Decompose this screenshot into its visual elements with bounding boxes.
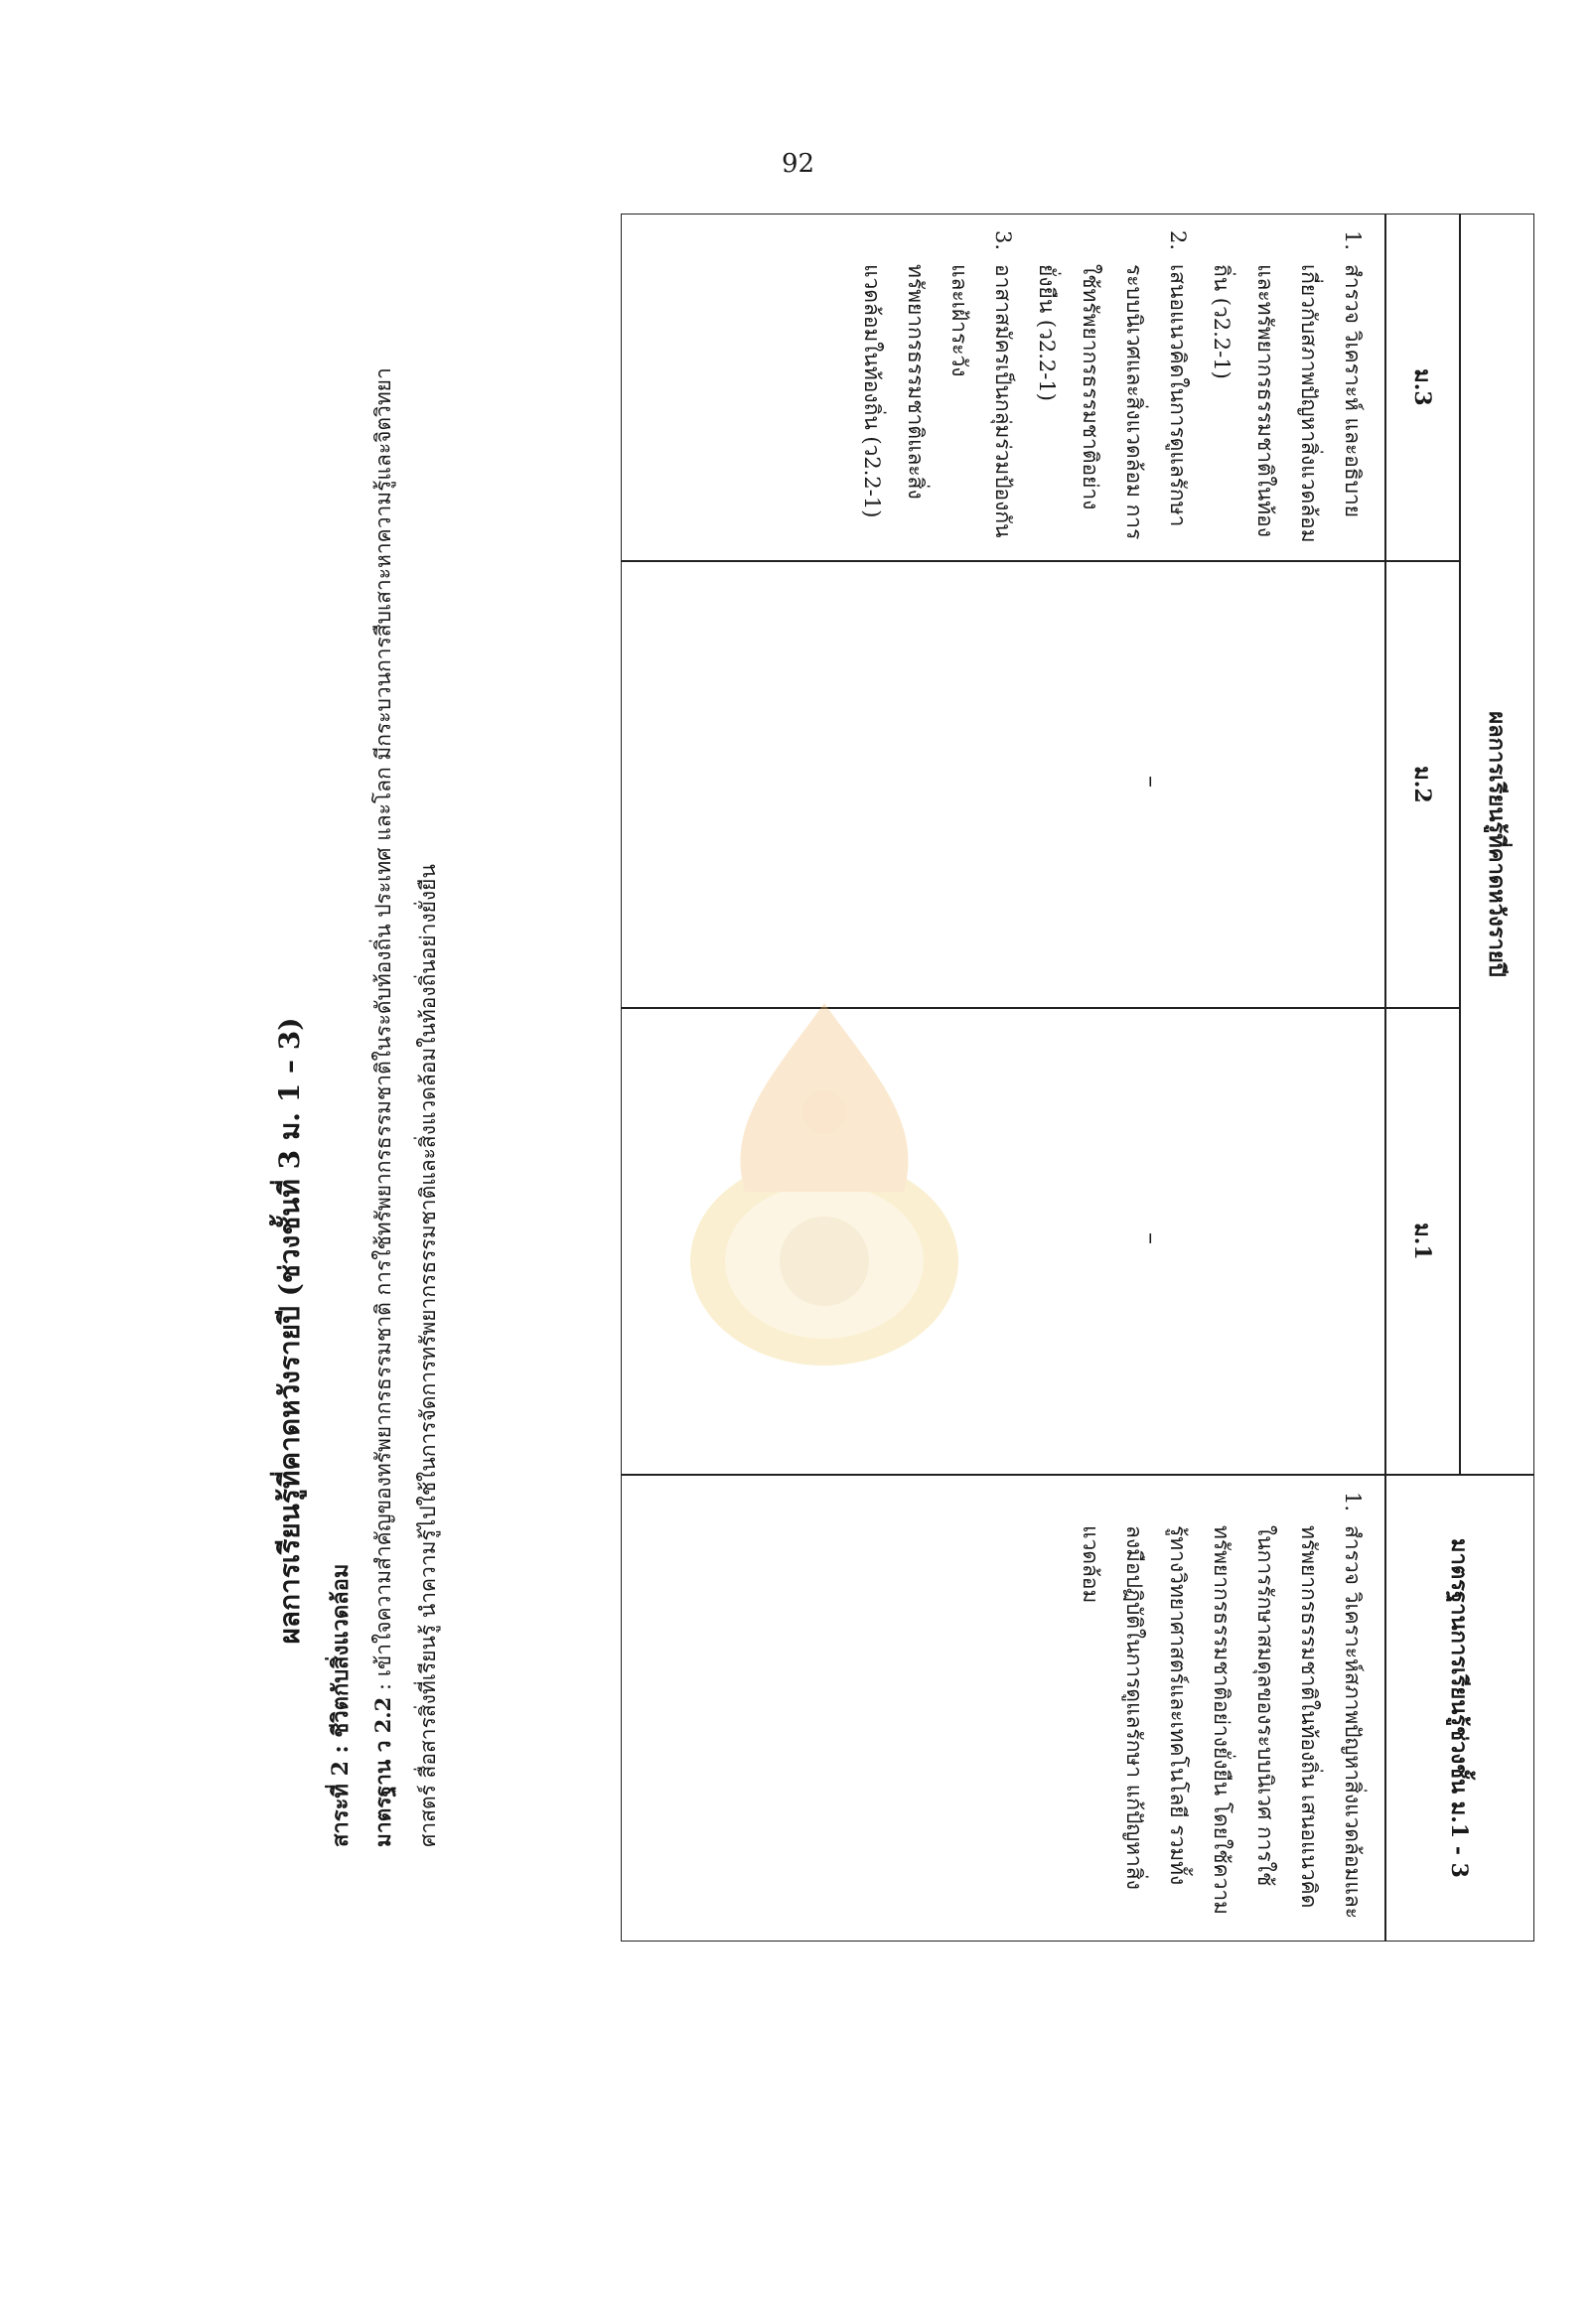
standard-text: : เข้าใจความสำคัญของทรัพยากรธรรมชาติ การใช้ทรัพยากรธรรมชาติในระดับท้องถิ่น ประเทศ และโลก มีกระบวนการสืบเสาะหาความรู้และจิตวิทยา: [371, 367, 395, 1691]
title-rotated: [268, 685, 312, 1867]
col-m2-header: ม.2: [1385, 561, 1460, 1008]
standard-item: [1069, 1492, 1375, 1925]
item-number: 1.: [1341, 230, 1365, 251]
page-title: ผลการเรียนรู้ที่คาดหวังรายปี (ช่วงชั้นที่ 3 ม. 1 – 3): [273, 1017, 306, 1645]
item-number: 2.: [1166, 230, 1190, 251]
col-m1-header: ม.1: [1385, 1008, 1460, 1475]
item-text: สำรวจ วิเคราะห์ และอธิบายเกี่ยวกับสภาพปัญหาสิ่งแวดล้อมและทรัพยากรธรรมชาติในท้องถิ่น (ว2.2-1): [1210, 264, 1365, 543]
standard-label: มาตรฐาน ว 2.2: [370, 1696, 395, 1847]
m3-cell: [621, 214, 1385, 561]
emblem-watermark: [675, 993, 973, 1370]
standard-rotated: [367, 367, 400, 1847]
m3-item: [850, 230, 1025, 544]
m3-item: [1200, 230, 1375, 544]
item-text: อาสาสมัครเป็นกลุ่มร่วมป้องกันและเฝ้าระวังทรัพยากรธรรมชาติและสิ่งแวดล้อมในท้องถิ่น (ว2.2-1): [860, 264, 1015, 538]
m2-cell: [621, 561, 1385, 1008]
standard-cont-rotated: [412, 864, 445, 1847]
strand-rotated: [323, 1564, 358, 1847]
col-m3-header: ม.3: [1385, 214, 1460, 561]
m2-value: –: [1138, 776, 1166, 788]
standard-text-cont: ศาสตร์ สื่อสารสิ่งที่เรียนรู้ นำความรู้ไปใช้ในการจัดการทรัพยากรธรรมชาติและสิ่งแวดล้อมในท้องถิ่นอย่างยั่งยืน: [416, 864, 440, 1847]
standard-cell: [621, 1475, 1385, 1942]
strand-label: สาระที่ 2 : ชีวิตกับสิ่งแวดล้อม: [328, 1563, 354, 1847]
item-text: สำรวจ วิเคราะห์สภาพปัญหาสิ่งแวดล้อมและทรัพยากรธรรมชาติในท้องถิ่น เสนอแนวคิดในการรักษาสมดุลของระบบนิเวศ การใช้ทรัพยากรธรรมชาติอย่างยั่งยืน โดยใช้ความรู้ทางวิทยาศาสตร์และเทคโนโลยี รวมทั้งลงมือปฏิบัติในการดูแลรักษา แก้ปัญหาสิ่งแวดล้อม: [1079, 1525, 1365, 1920]
item-number: 1.: [1341, 1492, 1365, 1512]
item-number: 3.: [991, 230, 1015, 251]
page-number: 92: [781, 149, 815, 179]
group-header: ผลการเรียนรู้ที่คาดหวังรายปี: [1460, 214, 1534, 1475]
m1-value: –: [1138, 1232, 1166, 1244]
m3-item: [1025, 230, 1200, 544]
item-text: เสนอแนวคิดในการดูแลรักษาระบบนิเวศและสิ่งแวดล้อม การใช้ทรัพยากรธรรมชาติอย่างยั่งยืน (ว2.2-1): [1035, 264, 1190, 540]
col-standard-header: มาตรฐานการเรียนรู้ช่วงชั้น ม.1 - 3: [1385, 1475, 1534, 1942]
